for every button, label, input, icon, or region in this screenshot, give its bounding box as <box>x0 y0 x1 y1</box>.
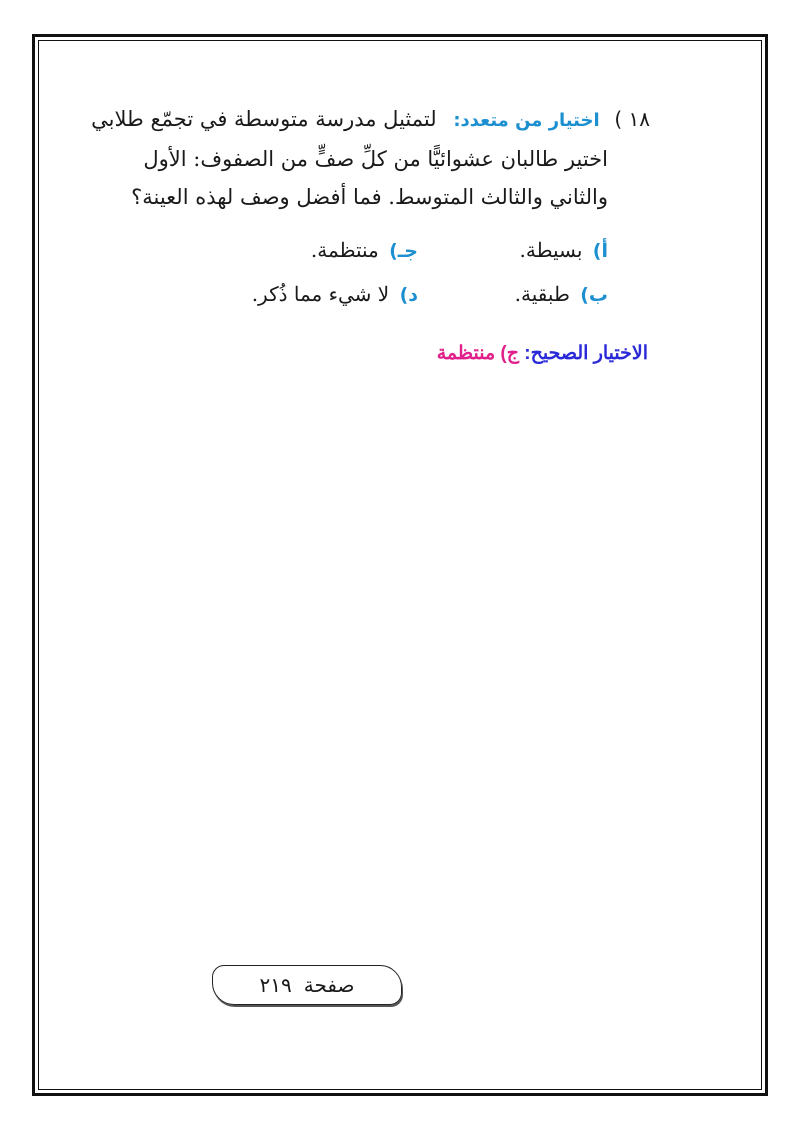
options-list <box>188 228 650 316</box>
option-d <box>228 282 418 306</box>
option-letter: ب) <box>580 284 608 306</box>
question-line-1 <box>91 100 650 140</box>
options-row-2 <box>188 272 608 316</box>
page-number-badge <box>212 965 402 1005</box>
question-number: ١٨ ) <box>614 107 650 131</box>
option-text: بسيطة. <box>519 238 583 262</box>
options-row-1 <box>188 228 608 272</box>
page-label: صفحة <box>303 973 355 997</box>
option-text: منتظمة. <box>310 238 379 262</box>
option-b <box>418 282 608 306</box>
option-c <box>228 238 418 262</box>
option-letter: جـ) <box>389 240 418 262</box>
answer-value: ج) منتظمة <box>436 343 519 364</box>
option-letter: د) <box>399 284 418 306</box>
question-line-2: اختير طالبان عشوائيًّا من كلِّ صفٍّ من الصفوف: الأول <box>143 147 608 171</box>
question-line-3: والثاني والثالث المتوسط. فما أفضل وصف لهذه العينة؟ <box>131 185 608 209</box>
option-text: طبقية. <box>514 282 570 306</box>
question-type-tag: اختيار من متعدد: <box>453 110 600 131</box>
correct-answer <box>437 342 648 365</box>
option-text: لا شيء مما ذُكر. <box>251 282 390 306</box>
question-text-1: لتمثيل مدرسة متوسطة في تجمّع طلابي <box>91 107 437 131</box>
option-a <box>418 238 608 262</box>
page-number: ٢١٩ <box>259 973 292 997</box>
question-block <box>91 100 650 316</box>
option-letter: أ) <box>592 240 608 262</box>
answer-label: الاختيار الصحيح: <box>524 343 648 364</box>
